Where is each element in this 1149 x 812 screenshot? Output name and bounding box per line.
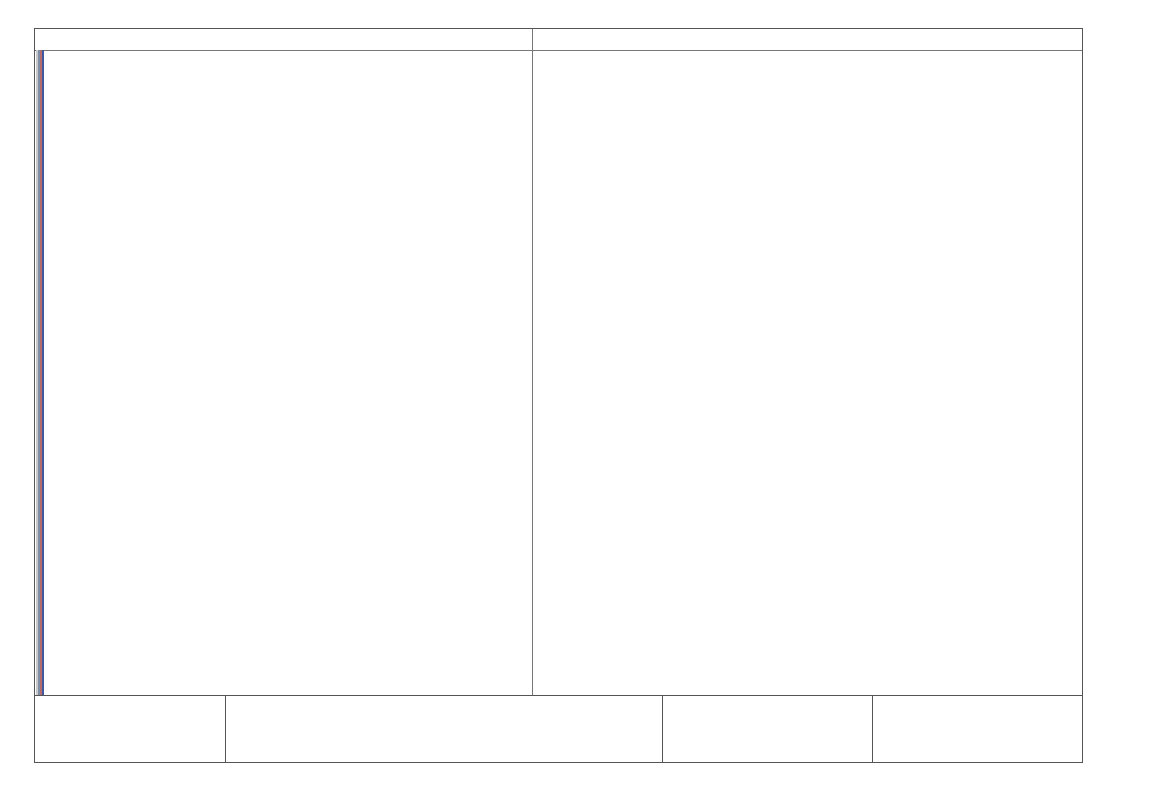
title-block (225, 696, 663, 763)
gantt-sheet (34, 28, 1083, 763)
revision-table (872, 696, 1082, 763)
footer (35, 695, 1082, 763)
gantt-chart (532, 29, 1083, 695)
wbs-color-bands (35, 50, 45, 695)
project-info (662, 696, 873, 763)
legend (35, 696, 226, 763)
